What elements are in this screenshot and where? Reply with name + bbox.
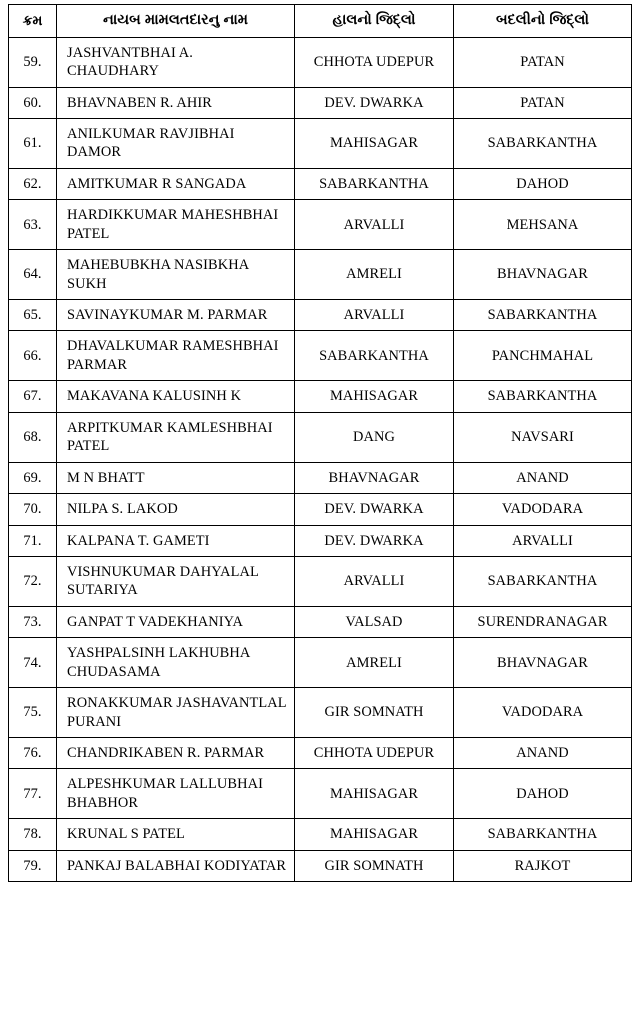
cell-name: HARDIKKUMAR MAHESHBHAI PATEL	[57, 200, 295, 250]
cell-name: GANPAT T VADEKHANIYA	[57, 606, 295, 637]
cell-name: ARPITKUMAR KAMLESHBHAI PATEL	[57, 412, 295, 462]
cell-serial: 79.	[9, 850, 57, 881]
cell-new-district: ANAND	[454, 462, 632, 493]
cell-serial: 59.	[9, 37, 57, 87]
table-row	[9, 688, 632, 738]
table-row	[9, 738, 632, 769]
table-row	[9, 168, 632, 199]
table-header-row	[9, 5, 632, 38]
cell-current-district: ARVALLI	[295, 556, 454, 606]
cell-new-district: BHAVNAGAR	[454, 638, 632, 688]
transfer-list-table	[8, 4, 632, 882]
table-row	[9, 850, 632, 881]
cell-serial: 65.	[9, 300, 57, 331]
cell-new-district: SURENDRANAGAR	[454, 606, 632, 637]
cell-serial: 70.	[9, 494, 57, 525]
cell-current-district: DEV. DWARKA	[295, 87, 454, 118]
cell-name: ALPESHKUMAR LALLUBHAI BHABHOR	[57, 769, 295, 819]
cell-current-district: MAHISAGAR	[295, 769, 454, 819]
cell-serial: 73.	[9, 606, 57, 637]
cell-name: CHANDRIKABEN R. PARMAR	[57, 738, 295, 769]
cell-serial: 67.	[9, 381, 57, 412]
table-row	[9, 638, 632, 688]
cell-name: M N BHATT	[57, 462, 295, 493]
table-row	[9, 200, 632, 250]
cell-name: KRUNAL S PATEL	[57, 819, 295, 850]
cell-new-district: MEHSANA	[454, 200, 632, 250]
cell-serial: 76.	[9, 738, 57, 769]
cell-new-district: SABARKANTHA	[454, 300, 632, 331]
table-row	[9, 381, 632, 412]
table-row	[9, 819, 632, 850]
cell-new-district: NAVSARI	[454, 412, 632, 462]
cell-current-district: BHAVNAGAR	[295, 462, 454, 493]
table-row	[9, 412, 632, 462]
cell-serial: 64.	[9, 250, 57, 300]
cell-current-district: ARVALLI	[295, 200, 454, 250]
cell-serial: 75.	[9, 688, 57, 738]
cell-new-district: DAHOD	[454, 769, 632, 819]
cell-current-district: AMRELI	[295, 250, 454, 300]
cell-name: DHAVALKUMAR RAMESHBHAI PARMAR	[57, 331, 295, 381]
cell-serial: 71.	[9, 525, 57, 556]
cell-serial: 63.	[9, 200, 57, 250]
cell-name: JASHVANTBHAI A. CHAUDHARY	[57, 37, 295, 87]
cell-serial: 77.	[9, 769, 57, 819]
cell-current-district: DEV. DWARKA	[295, 494, 454, 525]
cell-new-district: PANCHMAHAL	[454, 331, 632, 381]
table-row	[9, 494, 632, 525]
cell-name: KALPANA T. GAMETI	[57, 525, 295, 556]
table-row	[9, 462, 632, 493]
cell-new-district: BHAVNAGAR	[454, 250, 632, 300]
column-header-new-district: બદલીનો જિદ્લો	[454, 5, 632, 38]
cell-new-district: PATAN	[454, 87, 632, 118]
cell-current-district: MAHISAGAR	[295, 118, 454, 168]
cell-serial: 66.	[9, 331, 57, 381]
column-header-current-district: હાલનો જિદ્લો	[295, 5, 454, 38]
cell-new-district: VADODARA	[454, 688, 632, 738]
cell-current-district: ARVALLI	[295, 300, 454, 331]
cell-name: ANILKUMAR RAVJIBHAI DAMOR	[57, 118, 295, 168]
table-row	[9, 300, 632, 331]
cell-name: MAHEBUBKHA NASIBKHA SUKH	[57, 250, 295, 300]
cell-current-district: GIR SOMNATH	[295, 688, 454, 738]
cell-name: VISHNUKUMAR DAHYALAL SUTARIYA	[57, 556, 295, 606]
column-header-serial: ક્રમ	[9, 5, 57, 38]
cell-serial: 62.	[9, 168, 57, 199]
cell-new-district: RAJKOT	[454, 850, 632, 881]
table-row	[9, 556, 632, 606]
cell-serial: 72.	[9, 556, 57, 606]
table-row	[9, 118, 632, 168]
cell-current-district: DEV. DWARKA	[295, 525, 454, 556]
table-body	[9, 37, 632, 882]
table-header	[9, 5, 632, 38]
cell-current-district: MAHISAGAR	[295, 819, 454, 850]
cell-current-district: DANG	[295, 412, 454, 462]
table-row	[9, 331, 632, 381]
column-header-name: નાયબ મામલતદારનુ નામ	[57, 5, 295, 38]
cell-current-district: CHHOTA UDEPUR	[295, 738, 454, 769]
cell-current-district: MAHISAGAR	[295, 381, 454, 412]
cell-new-district: VADODARA	[454, 494, 632, 525]
cell-name: BHAVNABEN R. AHIR	[57, 87, 295, 118]
cell-serial: 78.	[9, 819, 57, 850]
table-row	[9, 769, 632, 819]
table-row	[9, 250, 632, 300]
table-row	[9, 87, 632, 118]
table-row	[9, 525, 632, 556]
cell-name: SAVINAYKUMAR M. PARMAR	[57, 300, 295, 331]
cell-new-district: ANAND	[454, 738, 632, 769]
cell-new-district: SABARKANTHA	[454, 381, 632, 412]
cell-current-district: SABARKANTHA	[295, 331, 454, 381]
cell-name: PANKAJ BALABHAI KODIYATAR	[57, 850, 295, 881]
cell-serial: 69.	[9, 462, 57, 493]
cell-new-district: SABARKANTHA	[454, 556, 632, 606]
cell-name: AMITKUMAR R SANGADA	[57, 168, 295, 199]
cell-serial: 74.	[9, 638, 57, 688]
cell-new-district: ARVALLI	[454, 525, 632, 556]
cell-serial: 60.	[9, 87, 57, 118]
cell-new-district: PATAN	[454, 37, 632, 87]
cell-name: MAKAVANA KALUSINH K	[57, 381, 295, 412]
cell-new-district: DAHOD	[454, 168, 632, 199]
cell-name: RONAKKUMAR JASHAVANTLAL PURANI	[57, 688, 295, 738]
table-row	[9, 37, 632, 87]
cell-current-district: AMRELI	[295, 638, 454, 688]
table-row	[9, 606, 632, 637]
cell-new-district: SABARKANTHA	[454, 819, 632, 850]
cell-current-district: GIR SOMNATH	[295, 850, 454, 881]
cell-current-district: CHHOTA UDEPUR	[295, 37, 454, 87]
cell-name: YASHPALSINH LAKHUBHA CHUDASAMA	[57, 638, 295, 688]
cell-current-district: SABARKANTHA	[295, 168, 454, 199]
cell-serial: 68.	[9, 412, 57, 462]
cell-new-district: SABARKANTHA	[454, 118, 632, 168]
cell-name: NILPA S. LAKOD	[57, 494, 295, 525]
cell-serial: 61.	[9, 118, 57, 168]
cell-current-district: VALSAD	[295, 606, 454, 637]
